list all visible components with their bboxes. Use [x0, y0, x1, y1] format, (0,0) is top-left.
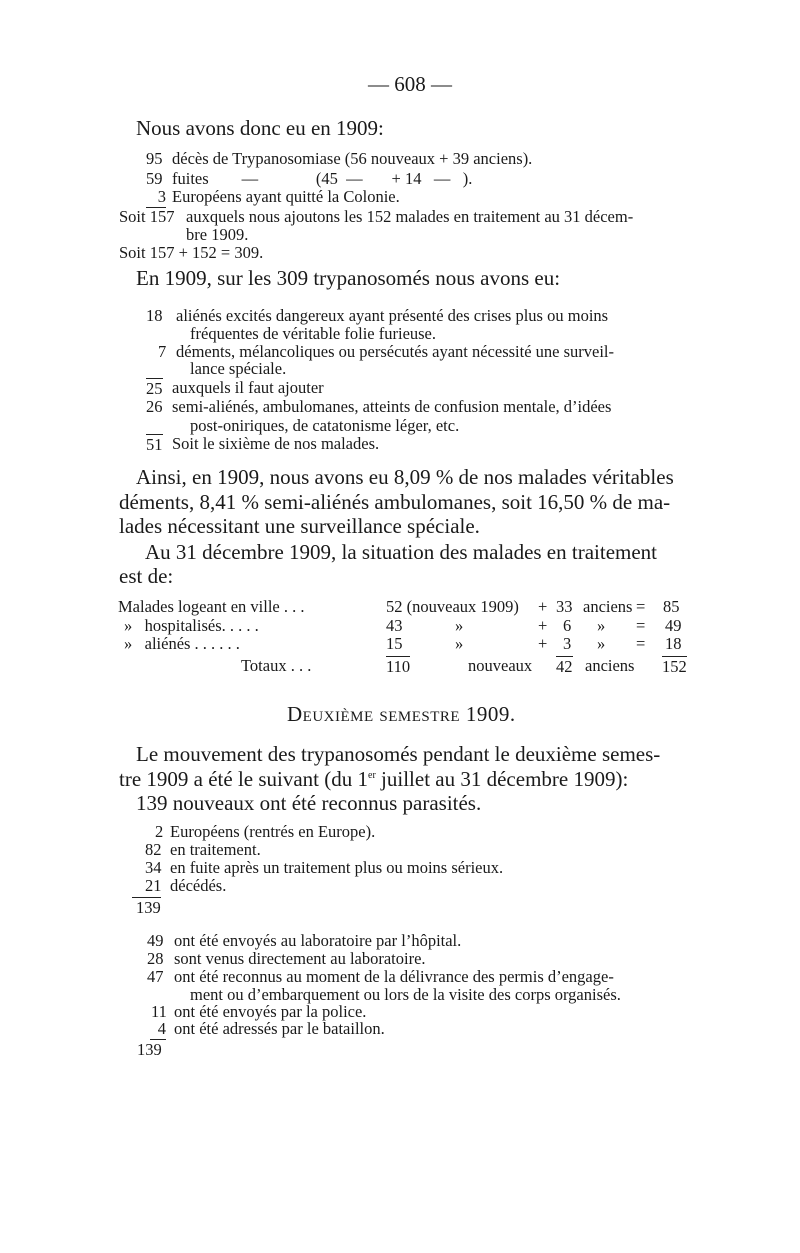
list-text: ont été adressés par le bataillon.	[174, 1019, 385, 1038]
table-cell: »	[597, 634, 606, 653]
stat-num: 95	[146, 149, 163, 168]
table-totals-label: Totaux . . .	[241, 656, 312, 675]
list-num: 51	[146, 435, 163, 454]
list-num: 25	[146, 379, 163, 398]
list-text: aliénés excités dangereux ayant présenté des crises plus ou moins	[176, 306, 609, 325]
table-cell: 43	[386, 616, 403, 635]
table-row-label: » hospitalisés. . . . .	[124, 616, 259, 635]
table-row-label: Malades logeant en ville . . .	[118, 597, 305, 616]
table-cell: 6	[563, 616, 572, 635]
table-cell: 49	[665, 616, 682, 635]
paragraph-line: Le mouvement des trypanosomés pendant le deuxième semes-	[136, 742, 661, 766]
stat-num: Soit 157	[119, 207, 175, 226]
table-cell: 15	[386, 634, 403, 653]
list-text: ment ou d’embarquement ou lors de la visite des corps organisés.	[190, 985, 621, 1004]
stat-text: auxquels nous ajoutons les 152 malades en traitement au 31 décem-	[186, 207, 634, 226]
list-text: en fuite après un traitement plus ou moins sérieux.	[170, 858, 504, 877]
table-cell: +	[538, 616, 548, 635]
table-cell: 33	[556, 597, 573, 616]
list-text: post-oniriques, de catatonisme léger, etc.	[190, 416, 460, 435]
paragraph-line: est de:	[119, 564, 174, 588]
page-number: — 608 —	[368, 72, 452, 96]
paragraph-line: tre 1909 a été le suivant (du 1er juillet au 31 décembre 1909):	[119, 767, 629, 791]
table-row-label: » aliénés . . . . . .	[124, 634, 240, 653]
list-text: sont venus directement au laboratoire.	[174, 949, 426, 968]
list-num: 18	[146, 306, 163, 325]
table-cell: =	[636, 616, 646, 635]
list-text: Européens (rentrés en Europe).	[170, 822, 376, 841]
list-num: 49	[147, 931, 164, 950]
paragraph-line: Au 31 décembre 1909, la situation des malades en traitement	[145, 540, 658, 564]
list-num: 21	[145, 876, 162, 895]
stat-sum: Soit 157 + 152 = 309.	[119, 243, 264, 262]
paragraph: En 1909, sur les 309 trypanosomés nous avons eu:	[136, 266, 561, 290]
stat-text: Européens ayant quitté la Colonie.	[172, 187, 400, 206]
table-total-cell: 152	[662, 657, 687, 676]
list-text: lance spéciale.	[190, 359, 287, 378]
table-cell: +	[538, 597, 548, 616]
list-text: Soit le sixième de nos malades.	[172, 434, 380, 453]
list-total: 139	[132, 897, 161, 918]
table-total-cell: 110	[386, 657, 411, 676]
list-text: en traitement.	[170, 840, 261, 859]
list-text: déments, mélancoliques ou persécutés ayant nécessité une surveil-	[176, 342, 615, 361]
list-num: 47	[147, 967, 164, 986]
list-num: 4	[150, 1019, 166, 1040]
table-total-cell: 42	[556, 657, 573, 676]
list-text: ont été reconnus au moment de la délivrance des permis d’engage-	[174, 967, 614, 986]
table-cell: =	[636, 597, 646, 616]
stat-text: fuites — (45 — + 14 — ).	[172, 169, 473, 188]
table-cell: =	[636, 634, 646, 653]
stat-num: 59	[146, 169, 163, 188]
table-cell: anciens	[583, 597, 633, 616]
list-text: auxquels il faut ajouter	[172, 378, 324, 397]
list-num: 82	[145, 840, 162, 859]
list-num: 7	[158, 342, 167, 361]
table-cell: »	[597, 616, 606, 635]
table-cell: »	[455, 616, 464, 635]
table-total-cell: anciens	[585, 656, 635, 675]
list-text: fréquentes de véritable folie furieuse.	[190, 324, 437, 343]
stat-text: décès de Trypanosomiase (56 nouveaux + 39 anciens).	[172, 149, 533, 168]
list-num: 34	[145, 858, 162, 877]
list-text: semi-aliénés, ambulomanes, atteints de confusion mentale, d’idées	[172, 397, 612, 416]
paragraph-line: déments, 8,41 % semi-aliénés ambulomanes, soit 16,50 % de ma-	[119, 490, 671, 514]
paragraph-line: Ainsi, en 1909, nous avons eu 8,09 % de nos malades véritables	[136, 465, 674, 489]
paragraph-line: lades nécessitant une surveillance spéciale.	[119, 514, 480, 538]
paragraph-line: 139 nouveaux ont été reconnus parasités.	[136, 791, 482, 815]
table-cell: 18	[665, 634, 682, 653]
list-num: 11	[151, 1002, 167, 1021]
table-cell: »	[455, 634, 464, 653]
table-cell: +	[538, 634, 548, 653]
list-num: 26	[146, 397, 163, 416]
intro-line: Nous avons donc eu en 1909:	[136, 116, 384, 140]
list-text: ont été envoyés au laboratoire par l’hôpital.	[174, 931, 462, 950]
table-cell: 85	[663, 597, 680, 616]
section-heading: Deuxième semestre 1909.	[287, 702, 516, 726]
table-cell: 3	[563, 634, 572, 653]
table-cell: 52 (nouveaux 1909)	[386, 597, 519, 616]
table-total-cell: nouveaux	[468, 656, 533, 675]
list-num: 28	[147, 949, 164, 968]
list-total: 139	[137, 1040, 162, 1059]
list-text: décédés.	[170, 876, 227, 895]
stat-text: bre 1909.	[186, 225, 249, 244]
list-num: 2	[155, 822, 164, 841]
list-text: ont été envoyés par la police.	[174, 1002, 367, 1021]
stat-num: 3	[146, 187, 166, 208]
